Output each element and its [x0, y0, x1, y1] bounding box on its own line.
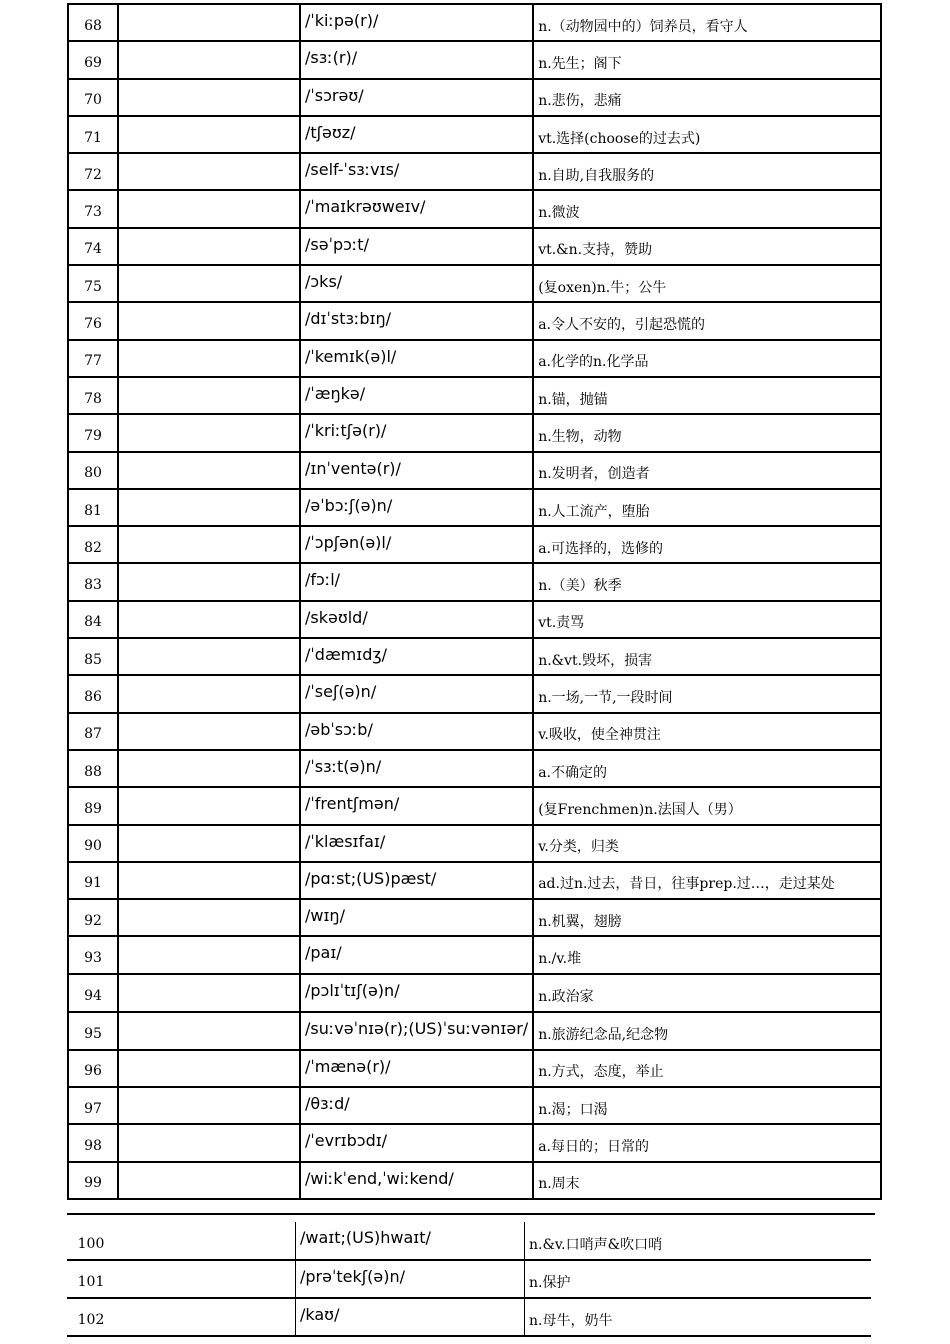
- word-cell: [118, 1124, 300, 1161]
- row-number: 87: [68, 713, 118, 750]
- word-cell: [118, 601, 300, 638]
- table-row: [68, 713, 881, 750]
- word-cell: [118, 750, 300, 787]
- row-number: 94: [68, 974, 118, 1012]
- table-row: [68, 675, 881, 712]
- row-number: 70: [68, 79, 118, 116]
- word-cell: [118, 638, 300, 675]
- definition-cell: n./v.堆: [533, 936, 881, 974]
- table-row: [68, 899, 881, 936]
- phonetic-cell: /wiːkˈend,ˈwiːkend/: [300, 1162, 533, 1199]
- row-number: 81: [68, 489, 118, 526]
- row-number: 95: [68, 1012, 118, 1050]
- table-row: [68, 153, 881, 190]
- definition-cell: n.机翼，翅膀: [533, 899, 881, 936]
- word-cell: [118, 79, 300, 116]
- phonetic-cell: /ˈɔpʃən(ə)l/: [300, 526, 533, 563]
- definition-cell: n.生物，动物: [533, 414, 881, 451]
- definition-cell: n.（美）秋季: [533, 563, 881, 600]
- phonetic-cell: /əbˈsɔːb/: [300, 713, 533, 750]
- definition-cell: n.人工流产，堕胎: [533, 489, 881, 526]
- phonetic-cell: /ˈevrɪbɔdɪ/: [300, 1124, 533, 1161]
- definition-cell: n.旅游纪念品,纪念物: [533, 1012, 881, 1050]
- table-row: [68, 377, 881, 414]
- row-number: 79: [68, 414, 118, 451]
- word-cell: [118, 228, 300, 265]
- row-number: 102: [67, 1298, 115, 1336]
- phonetic-cell: /səˈpɔːt/: [300, 228, 533, 265]
- table-row: [68, 1087, 881, 1124]
- word-cell: [115, 1222, 296, 1260]
- vocab-table-body: [68, 4, 881, 1199]
- definition-cell: n.保护: [525, 1260, 872, 1298]
- vocab-table-continued: [67, 1222, 871, 1337]
- definition-cell: n.渴；口渴: [533, 1087, 881, 1124]
- word-cell: [118, 302, 300, 339]
- table-row: [68, 974, 881, 1012]
- row-number: 72: [68, 153, 118, 190]
- word-cell: [118, 1012, 300, 1050]
- table-row: [68, 787, 881, 824]
- word-cell: [118, 265, 300, 302]
- row-number: 96: [68, 1050, 118, 1087]
- word-cell: [118, 41, 300, 78]
- row-number: 90: [68, 825, 118, 862]
- table-row: [68, 1050, 881, 1087]
- definition-cell: n.锚，抛锚: [533, 377, 881, 414]
- definition-cell: a.可选择的，选修的: [533, 526, 881, 563]
- row-number: 75: [68, 265, 118, 302]
- word-cell: [118, 414, 300, 451]
- phonetic-cell: /prəˈtekʃ(ə)n/: [296, 1260, 525, 1298]
- definition-cell: a.每日的；日常的: [533, 1124, 881, 1161]
- row-number: 100: [67, 1222, 115, 1260]
- word-cell: [118, 825, 300, 862]
- table-row: [68, 190, 881, 227]
- word-cell: [118, 787, 300, 824]
- row-number: 93: [68, 936, 118, 974]
- definition-cell: n.周末: [533, 1162, 881, 1199]
- table-row: [68, 825, 881, 862]
- table-row: [68, 750, 881, 787]
- phonetic-cell: /sɜː(r)/: [300, 41, 533, 78]
- definition-cell: n.微波: [533, 190, 881, 227]
- vocab-table: [67, 3, 882, 1200]
- definition-cell: (复oxen)n.牛；公牛: [533, 265, 881, 302]
- word-cell: [118, 899, 300, 936]
- phonetic-cell: /ˈsɜːt(ə)n/: [300, 750, 533, 787]
- word-cell: [118, 452, 300, 489]
- phonetic-cell: /θɜːd/: [300, 1087, 533, 1124]
- row-number: 78: [68, 377, 118, 414]
- phonetic-cell: /ˈdæmɪdʒ/: [300, 638, 533, 675]
- phonetic-cell: /tʃəʊz/: [300, 116, 533, 153]
- word-cell: [118, 936, 300, 974]
- phonetic-cell: /ˈkiːpə(r)/: [300, 4, 533, 41]
- row-number: 98: [68, 1124, 118, 1161]
- phonetic-cell: /ˈmaɪkrəʊweɪv/: [300, 190, 533, 227]
- phonetic-cell: /ˈfrentʃmən/: [300, 787, 533, 824]
- row-number: 69: [68, 41, 118, 78]
- row-number: 77: [68, 340, 118, 377]
- word-cell: [118, 713, 300, 750]
- word-cell: [118, 862, 300, 899]
- table-row: [67, 1298, 871, 1336]
- table-row: [68, 489, 881, 526]
- definition-cell: n.方式，态度，举止: [533, 1050, 881, 1087]
- phonetic-cell: /wɪŋ/: [300, 899, 533, 936]
- word-cell: [118, 4, 300, 41]
- definition-cell: n.母牛，奶牛: [525, 1298, 872, 1336]
- phonetic-cell: /dɪˈstɜːbɪŋ/: [300, 302, 533, 339]
- table-row: [68, 41, 881, 78]
- word-cell: [118, 1162, 300, 1199]
- table-row: [68, 4, 881, 41]
- row-number: 80: [68, 452, 118, 489]
- phonetic-cell: /ˈklæsɪfaɪ/: [300, 825, 533, 862]
- word-cell: [115, 1260, 296, 1298]
- definition-cell: a.化学的n.化学品: [533, 340, 881, 377]
- word-cell: [118, 489, 300, 526]
- phonetic-cell: /kaʊ/: [296, 1298, 525, 1336]
- phonetic-cell: /pɑːst;(US)pæst/: [300, 862, 533, 899]
- table-divider: [67, 1213, 875, 1215]
- vocab-table-continued-body: [67, 1222, 871, 1336]
- definition-cell: n.自助,自我服务的: [533, 153, 881, 190]
- row-number: 86: [68, 675, 118, 712]
- phonetic-cell: /ˈmænə(r)/: [300, 1050, 533, 1087]
- definition-cell: n.先生；阁下: [533, 41, 881, 78]
- definition-cell: n.一场,一节,一段时间: [533, 675, 881, 712]
- row-number: 73: [68, 190, 118, 227]
- phonetic-cell: /əˈbɔːʃ(ə)n/: [300, 489, 533, 526]
- word-cell: [115, 1298, 296, 1336]
- phonetic-cell: /ˈæŋkə/: [300, 377, 533, 414]
- table-row: [68, 862, 881, 899]
- table-row: [68, 79, 881, 116]
- table-row: [68, 228, 881, 265]
- table-row: [68, 526, 881, 563]
- row-number: 71: [68, 116, 118, 153]
- definition-cell: (复Frenchmen)n.法国人（男）: [533, 787, 881, 824]
- phonetic-cell: /pɔlɪˈtɪʃ(ə)n/: [300, 974, 533, 1012]
- row-number: 101: [67, 1260, 115, 1298]
- row-number: 88: [68, 750, 118, 787]
- table-row: [68, 1124, 881, 1161]
- definition-cell: n.政治家: [533, 974, 881, 1012]
- table-row: [68, 638, 881, 675]
- phonetic-cell: /ˈsɔrəʊ/: [300, 79, 533, 116]
- table-row: [68, 1162, 881, 1199]
- table-row: [68, 1012, 881, 1050]
- definition-cell: a.令人不安的，引起恐慌的: [533, 302, 881, 339]
- row-number: 83: [68, 563, 118, 600]
- row-number: 89: [68, 787, 118, 824]
- row-number: 84: [68, 601, 118, 638]
- phonetic-cell: /fɔːl/: [300, 563, 533, 600]
- table-row: [68, 452, 881, 489]
- table-row: [68, 265, 881, 302]
- definition-cell: ad.过n.过去，昔日，往事prep.过…，走过某处: [533, 862, 881, 899]
- table-row: [68, 414, 881, 451]
- definition-cell: vt.责骂: [533, 601, 881, 638]
- definition-cell: v.吸收，使全神贯注: [533, 713, 881, 750]
- table-row: [68, 936, 881, 974]
- table-row: [68, 340, 881, 377]
- phonetic-cell: /ˈkemɪk(ə)l/: [300, 340, 533, 377]
- row-number: 82: [68, 526, 118, 563]
- definition-cell: vt.选择(choose的过去式): [533, 116, 881, 153]
- row-number: 92: [68, 899, 118, 936]
- word-cell: [118, 1050, 300, 1087]
- definition-cell: n.悲伤，悲痛: [533, 79, 881, 116]
- row-number: 76: [68, 302, 118, 339]
- row-number: 68: [68, 4, 118, 41]
- word-cell: [118, 377, 300, 414]
- table-row: [67, 1260, 871, 1298]
- definition-cell: v.分类，归类: [533, 825, 881, 862]
- phonetic-cell: /self-ˈsɜːvɪs/: [300, 153, 533, 190]
- word-cell: [118, 340, 300, 377]
- table-row: [68, 116, 881, 153]
- word-cell: [118, 563, 300, 600]
- phonetic-cell: /ɔks/: [300, 265, 533, 302]
- table-row: [68, 563, 881, 600]
- definition-cell: vt.&n.支持，赞助: [533, 228, 881, 265]
- row-number: 97: [68, 1087, 118, 1124]
- word-cell: [118, 153, 300, 190]
- word-cell: [118, 526, 300, 563]
- table-row: [67, 1222, 871, 1260]
- definition-cell: n.发明者，创造者: [533, 452, 881, 489]
- definition-cell: a.不确定的: [533, 750, 881, 787]
- phonetic-cell: /suːvəˈnɪə(r);(US)ˈsuːvənɪər/: [300, 1012, 533, 1050]
- definition-cell: n.&v.口哨声&吹口哨: [525, 1222, 872, 1260]
- phonetic-cell: /ˈkriːtʃə(r)/: [300, 414, 533, 451]
- word-cell: [118, 190, 300, 227]
- word-cell: [118, 116, 300, 153]
- phonetic-cell: /ˈseʃ(ə)n/: [300, 675, 533, 712]
- word-cell: [118, 974, 300, 1012]
- table-row: [68, 302, 881, 339]
- phonetic-cell: /waɪt;(US)hwaɪt/: [296, 1222, 525, 1260]
- phonetic-cell: /skəʊld/: [300, 601, 533, 638]
- word-cell: [118, 675, 300, 712]
- phonetic-cell: /paɪ/: [300, 936, 533, 974]
- word-cell: [118, 1087, 300, 1124]
- definition-cell: n.&vt.毁坏，损害: [533, 638, 881, 675]
- phonetic-cell: /ɪnˈventə(r)/: [300, 452, 533, 489]
- row-number: 91: [68, 862, 118, 899]
- table-row: [68, 601, 881, 638]
- row-number: 99: [68, 1162, 118, 1199]
- definition-cell: n.（动物园中的）饲养员，看守人: [533, 4, 881, 41]
- row-number: 74: [68, 228, 118, 265]
- row-number: 85: [68, 638, 118, 675]
